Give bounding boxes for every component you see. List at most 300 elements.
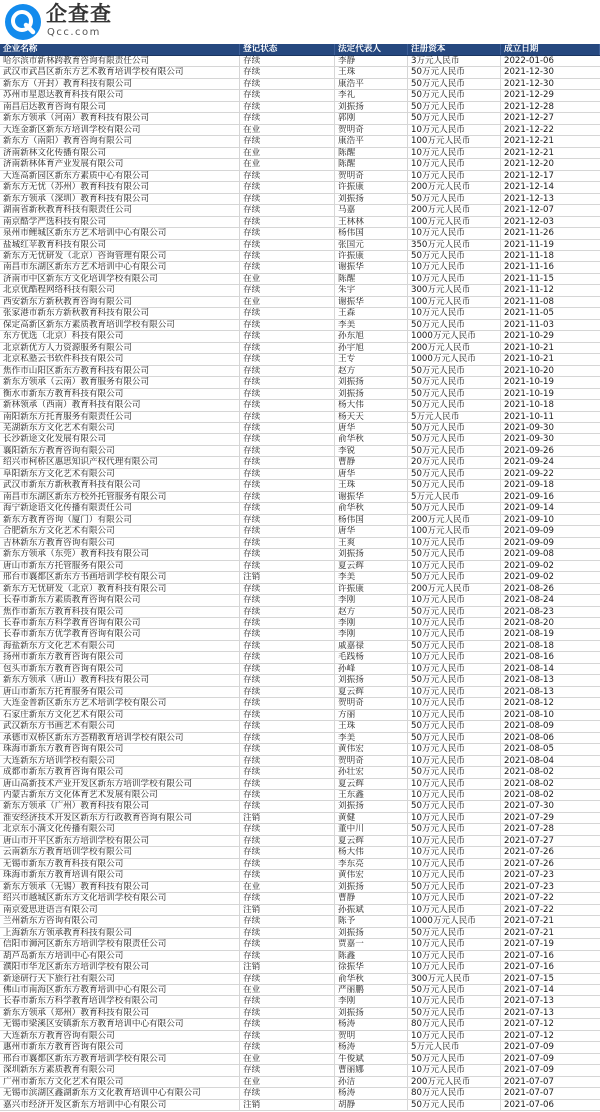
- date-cell: 2021-08-02: [504, 778, 554, 789]
- date-cell: 2021-08-20: [504, 617, 554, 628]
- company-name-cell: 大连金普新区新东方艺术培训学校有限公司: [0, 698, 240, 708]
- status-cell: 在业: [240, 159, 335, 169]
- status-cell: 存续: [240, 996, 335, 1006]
- capital-cell: 50万元人民币: [408, 400, 501, 410]
- capital-cell: 10万元人民币: [408, 618, 501, 628]
- capital-cell: 10万元人民币: [408, 274, 501, 284]
- company-name-cell: 邢台市襄都区新东方教育培训学校有限公司: [0, 1054, 240, 1064]
- date-cell: 2021-07-30: [504, 801, 554, 812]
- legal-rep-cell: 李美: [335, 733, 408, 743]
- company-name-cell: 南阳新东方托育服务有限责任公司: [0, 412, 240, 422]
- table-row: [0, 939, 600, 950]
- legal-rep-cell: 孙振斌: [335, 905, 408, 915]
- table-row: [0, 974, 600, 985]
- table-row: [0, 664, 600, 675]
- status-cell: 存续: [240, 721, 335, 731]
- legal-rep-cell: 方丽: [335, 710, 408, 720]
- legal-rep-cell: 刘振扬: [335, 194, 408, 204]
- date-cell: 2021-07-22: [504, 904, 554, 915]
- table-body: [0, 56, 600, 1111]
- company-name-cell: 云南新东方教育培训学校有限公司: [0, 847, 240, 857]
- date-cell: 2021-08-05: [504, 744, 554, 755]
- table-row: [0, 801, 600, 812]
- company-name-cell: 北京新优方人力资源服务有限公司: [0, 343, 240, 353]
- date-cell: 2021-12-21: [504, 136, 554, 147]
- table-row: [0, 102, 600, 113]
- legal-rep-cell: 王珠: [335, 67, 408, 77]
- table-row: [0, 1077, 600, 1088]
- capital-cell: 10万元人民币: [408, 629, 501, 639]
- status-cell: 存续: [240, 182, 335, 192]
- capital-cell: 200万元人民币: [408, 1077, 501, 1087]
- date-cell: 2021-11-26: [504, 228, 554, 239]
- legal-rep-cell: 谢振华: [335, 297, 408, 307]
- table-row: [0, 893, 600, 904]
- table-row: [0, 515, 600, 526]
- status-cell: 注销: [240, 1100, 335, 1110]
- date-cell: 2021-07-13: [504, 996, 554, 1007]
- table-row: [0, 457, 600, 468]
- status-cell: 存续: [240, 870, 335, 880]
- capital-cell: 10万元人民币: [408, 939, 501, 949]
- date-cell: 2021-12-29: [504, 90, 554, 101]
- company-name-cell: 新东方领承（东莞）教育科技有限公司: [0, 549, 240, 559]
- status-cell: 存续: [240, 939, 335, 949]
- date-cell: 2021-12-30: [504, 78, 554, 89]
- legal-rep-cell: 戚嘉禄: [335, 641, 408, 651]
- capital-cell: 50万元人民币: [408, 102, 501, 112]
- date-cell: 2021-07-23: [504, 870, 554, 881]
- company-name-cell: 泉州市鲤城区新东方艺术培训中心有限公司: [0, 228, 240, 238]
- legal-rep-cell: 杨天天: [335, 412, 408, 422]
- table-row: [0, 824, 600, 835]
- status-cell: 存续: [240, 240, 335, 250]
- table-row: [0, 733, 600, 744]
- date-cell: 2021-07-07: [504, 1088, 554, 1099]
- legal-rep-cell: 杨伟国: [335, 228, 408, 238]
- table-row: [0, 297, 600, 308]
- table-row: [0, 916, 600, 927]
- capital-cell: 300万元人民币: [408, 285, 501, 295]
- capital-cell: 50万元人民币: [408, 985, 501, 995]
- legal-rep-cell: 黄伟宏: [335, 744, 408, 754]
- date-cell: 2021-11-16: [504, 262, 554, 273]
- date-cell: 2021-07-21: [504, 927, 554, 938]
- date-cell: 2021-07-13: [504, 1007, 554, 1018]
- company-name-cell: 长春市新东方优学教育咨询有限公司: [0, 629, 240, 639]
- legal-rep-cell: 谢振华: [335, 262, 408, 272]
- legal-rep-cell: 贺明奇: [335, 698, 408, 708]
- status-cell: 存续: [240, 354, 335, 364]
- capital-cell: 10万元人民币: [408, 790, 501, 800]
- capital-cell: 10万元人民币: [408, 779, 501, 789]
- date-cell: 2021-08-02: [504, 767, 554, 778]
- date-cell: 2021-07-26: [504, 847, 554, 858]
- status-cell: 存续: [240, 767, 335, 777]
- status-cell: 在业: [240, 297, 335, 307]
- legal-rep-cell: 朱宇: [335, 285, 408, 295]
- capital-cell: 10万元人民币: [408, 847, 501, 857]
- date-cell: 2021-09-26: [504, 445, 554, 456]
- date-cell: 2022-01-06: [504, 56, 554, 66]
- capital-cell: 50万元人民币: [408, 423, 501, 433]
- status-cell: 存续: [240, 1042, 335, 1052]
- table-row: [0, 480, 600, 491]
- table-row: [0, 1100, 600, 1111]
- company-name-cell: 新东方无忧研发（北京）教育科技有限公司: [0, 584, 240, 594]
- date-cell: 2021-10-19: [504, 388, 554, 399]
- capital-cell: 10万元人民币: [408, 698, 501, 708]
- company-name-cell: 深圳新东方素质教育有限公司: [0, 1065, 240, 1075]
- date-cell: 2021-12-21: [504, 147, 554, 158]
- company-name-cell: 阜阳新东方文化艺术有限公司: [0, 469, 240, 479]
- legal-rep-cell: 胡静: [335, 1100, 408, 1110]
- legal-rep-cell: 贺明奇: [335, 171, 408, 181]
- legal-rep-cell: 王爽: [335, 538, 408, 548]
- capital-cell: 10万元人民币: [408, 996, 501, 1006]
- capital-cell: 50万元人民币: [408, 675, 501, 685]
- status-cell: 存续: [240, 549, 335, 559]
- legal-rep-cell: 陈予: [335, 916, 408, 926]
- company-name-cell: 唐山高新技术产业开发区新东方培训学校有限公司: [0, 779, 240, 789]
- capital-cell: 10万元人民币: [408, 744, 501, 754]
- legal-rep-cell: 王专: [335, 354, 408, 364]
- status-cell: 存续: [240, 687, 335, 697]
- company-name-cell: 济南新林文化传播有限公司: [0, 148, 240, 158]
- capital-cell: 10万元人民币: [408, 1065, 501, 1075]
- date-cell: 2021-09-22: [504, 468, 554, 479]
- date-cell: 2021-08-23: [504, 606, 554, 617]
- legal-rep-cell: 孙壮宏: [335, 767, 408, 777]
- capital-cell: 50万元人民币: [408, 90, 501, 100]
- capital-cell: 50万元人民币: [408, 389, 501, 399]
- capital-cell: 80万元人民币: [408, 1019, 501, 1029]
- capital-cell: 10万元人民币: [408, 756, 501, 766]
- legal-rep-cell: 贺明奇: [335, 125, 408, 135]
- table-row: [0, 847, 600, 858]
- capital-cell: 50万元人民币: [408, 377, 501, 387]
- status-cell: 存续: [240, 1019, 335, 1029]
- table-row: [0, 859, 600, 870]
- capital-cell: 10万元人民币: [408, 710, 501, 720]
- date-cell: 2021-07-07: [504, 1076, 554, 1087]
- date-cell: 2021-12-30: [504, 67, 554, 78]
- status-cell: 注销: [240, 962, 335, 972]
- legal-rep-cell: 陈鑫: [335, 951, 408, 961]
- legal-rep-cell: 刘振扬: [335, 801, 408, 811]
- company-name-cell: 佛山市南海区新东方教育培训中心有限公司: [0, 985, 240, 995]
- capital-cell: 50万元人民币: [408, 251, 501, 261]
- date-cell: 2021-09-16: [504, 491, 554, 502]
- date-cell: 2021-10-20: [504, 365, 554, 376]
- capital-cell: 10万元人民币: [408, 836, 501, 846]
- company-name-cell: 襄阳新东方教育咨询有限公司: [0, 446, 240, 456]
- status-cell: 存续: [240, 951, 335, 961]
- table-row: [0, 882, 600, 893]
- status-cell: 在业: [240, 1054, 335, 1064]
- table-row: [0, 331, 600, 342]
- table-row: [0, 618, 600, 629]
- company-name-cell: 芜湖新东方文化艺术有限公司: [0, 423, 240, 433]
- date-cell: 2021-07-19: [504, 939, 554, 950]
- legal-rep-cell: 徐振华: [335, 962, 408, 972]
- table-header-row: [0, 44, 600, 56]
- capital-cell: 350万元人民币: [408, 240, 501, 250]
- legal-rep-cell: 唐华: [335, 469, 408, 479]
- capital-cell: 10万元人民币: [408, 664, 501, 674]
- date-cell: 2021-07-28: [504, 824, 554, 835]
- status-cell: 存续: [240, 641, 335, 651]
- legal-rep-cell: 刘振扬: [335, 389, 408, 399]
- capital-cell: 10万元人民币: [408, 561, 501, 571]
- capital-cell: 50万元人民币: [408, 721, 501, 731]
- table-row: [0, 79, 600, 90]
- header-company-name: 企业名称: [0, 44, 240, 55]
- date-cell: 2021-09-30: [504, 423, 554, 433]
- status-cell: 存续: [240, 79, 335, 89]
- table-row: [0, 652, 600, 663]
- table-row: [0, 194, 600, 205]
- capital-cell: 10万元人民币: [408, 951, 501, 961]
- company-name-cell: 淮安经济技术开发区新东方行政教育咨询有限公司: [0, 813, 240, 823]
- status-cell: 存续: [240, 801, 335, 811]
- capital-cell: 200万元人民币: [408, 584, 501, 594]
- company-name-cell: 信阳市浉河区新东方培训学校有限责任公司: [0, 939, 240, 949]
- status-cell: 注销: [240, 905, 335, 915]
- status-cell: 存续: [240, 377, 335, 387]
- status-cell: 存续: [240, 423, 335, 433]
- capital-cell: 50万元人民币: [408, 480, 501, 490]
- capital-cell: 50万元人民币: [408, 801, 501, 811]
- company-name-cell: 绍兴市越城区新东方文化培训学校有限公司: [0, 893, 240, 903]
- table-row: [0, 1019, 600, 1030]
- legal-rep-cell: 唐华: [335, 526, 408, 536]
- table-row: [0, 90, 600, 101]
- table-row: [0, 1065, 600, 1076]
- date-cell: 2021-09-24: [504, 457, 554, 468]
- company-name-cell: 葫芦岛新东方培训中心有限公司: [0, 951, 240, 961]
- company-name-cell: 大连高新园区新东方素质中心有限公司: [0, 171, 240, 181]
- company-name-cell: 嘉兴市经济开发区新东方培训中心有限公司: [0, 1100, 240, 1110]
- legal-rep-cell: 王珠: [335, 480, 408, 490]
- status-cell: 存续: [240, 928, 335, 938]
- capital-cell: 50万元人民币: [408, 67, 501, 77]
- table-row: [0, 492, 600, 503]
- date-cell: 2021-08-16: [504, 652, 554, 663]
- capital-cell: 50万元人民币: [408, 366, 501, 376]
- date-cell: 2021-08-24: [504, 595, 554, 606]
- capital-cell: 10万元人民币: [408, 1031, 501, 1041]
- header-capital: 注册资本: [408, 44, 501, 55]
- table-row: [0, 434, 600, 445]
- legal-rep-cell: 王林林: [335, 217, 408, 227]
- legal-rep-cell: 曹丽娜: [335, 1065, 408, 1075]
- legal-rep-cell: 马嘉: [335, 205, 408, 215]
- table-row: [0, 320, 600, 331]
- capital-cell: 3万元人民币: [408, 56, 501, 66]
- status-cell: 存续: [240, 217, 335, 227]
- date-cell: 2021-08-10: [504, 709, 554, 720]
- company-name-cell: 绍兴市柯桥区惠思知识产权代理有限公司: [0, 457, 240, 467]
- company-name-cell: 新东方领承（无锡）教育科技有限公司: [0, 882, 240, 892]
- table-row: [0, 1088, 600, 1099]
- table-row: [0, 125, 600, 136]
- date-cell: 2021-09-14: [504, 503, 554, 514]
- company-name-cell: 新东方领承（广州）教育科技有限公司: [0, 801, 240, 811]
- company-name-cell: 邢台市襄都区新东方书画培训学校有限公司: [0, 572, 240, 582]
- date-cell: 2021-10-18: [504, 400, 554, 411]
- date-cell: 2021-07-29: [504, 812, 554, 823]
- date-cell: 2021-07-15: [504, 973, 554, 984]
- table-row: [0, 354, 600, 365]
- legal-rep-cell: 黄健: [335, 813, 408, 823]
- date-cell: 2021-09-09: [504, 537, 554, 548]
- table-row: [0, 951, 600, 962]
- company-name-cell: 新东方（南阳）教育咨询有限公司: [0, 136, 240, 146]
- status-cell: 存续: [240, 733, 335, 743]
- date-cell: 2021-11-05: [504, 308, 554, 319]
- table-row: [0, 1008, 600, 1019]
- date-cell: 2021-08-09: [504, 721, 554, 732]
- status-cell: 在业: [240, 125, 335, 135]
- date-cell: 2021-07-22: [504, 893, 554, 904]
- capital-cell: 20万元人民币: [408, 457, 501, 467]
- company-name-cell: 包头市新东方教育咨询有限公司: [0, 664, 240, 674]
- capital-cell: 50万元人民币: [408, 113, 501, 123]
- date-cell: 2021-11-19: [504, 239, 554, 250]
- status-cell: 注销: [240, 813, 335, 823]
- date-cell: 2021-12-14: [504, 182, 554, 193]
- table-row: [0, 675, 600, 686]
- capital-cell: 10万元人民币: [408, 228, 501, 238]
- legal-rep-cell: 孙东旭: [335, 331, 408, 341]
- company-name-cell: 南京爱思进语言有限公司: [0, 905, 240, 915]
- capital-cell: 1000万元人民币: [408, 916, 501, 926]
- capital-cell: 100万元人民币: [408, 136, 501, 146]
- date-cell: 2021-08-13: [504, 686, 554, 697]
- table-row: [0, 549, 600, 560]
- status-cell: 在业: [240, 882, 335, 892]
- table-row: [0, 171, 600, 182]
- company-name-cell: 保定高新区新东方素质教育培训学校有限公司: [0, 320, 240, 330]
- company-name-cell: 海盐新东方文化艺术有限公司: [0, 641, 240, 651]
- date-cell: 2021-10-29: [504, 331, 554, 342]
- date-cell: 2021-11-15: [504, 273, 554, 284]
- date-cell: 2021-09-30: [504, 434, 554, 445]
- legal-rep-cell: 康浩平: [335, 79, 408, 89]
- legal-rep-cell: 刘振扬: [335, 549, 408, 559]
- table-row: [0, 1054, 600, 1065]
- status-cell: 存续: [240, 400, 335, 410]
- capital-cell: 10万元人民币: [408, 308, 501, 318]
- legal-rep-cell: 刘振扬: [335, 928, 408, 938]
- table-row: [0, 905, 600, 916]
- date-cell: 2021-07-16: [504, 950, 554, 961]
- date-cell: 2021-09-09: [504, 526, 554, 537]
- status-cell: 存续: [240, 389, 335, 399]
- status-cell: 存续: [240, 90, 335, 100]
- date-cell: 2021-12-28: [504, 101, 554, 112]
- status-cell: 存续: [240, 744, 335, 754]
- company-name-cell: 济南市中区新东方文化培训学校有限公司: [0, 274, 240, 284]
- status-cell: 存续: [240, 366, 335, 376]
- date-cell: 2021-08-13: [504, 675, 554, 686]
- company-name-cell: 北京私塾云书软件科技有限公司: [0, 354, 240, 364]
- date-cell: 2021-12-03: [504, 216, 554, 227]
- company-name-cell: 广州市新东方文化艺术有限公司: [0, 1077, 240, 1087]
- company-name-cell: 珠海市新东方教育咨询有限公司: [0, 744, 240, 754]
- legal-rep-cell: 陈醒: [335, 148, 408, 158]
- table-row: [0, 756, 600, 767]
- legal-rep-cell: 赵方: [335, 607, 408, 617]
- table-row: [0, 148, 600, 159]
- status-cell: 存续: [240, 974, 335, 984]
- legal-rep-cell: 俞华秋: [335, 434, 408, 444]
- capital-cell: 50万元人民币: [408, 882, 501, 892]
- company-name-cell: 长春市新东方科学教育咨询有限公司: [0, 618, 240, 628]
- company-name-cell: 焦作市新东方教育科技有限公司: [0, 607, 240, 617]
- table-row: [0, 836, 600, 847]
- company-name-cell: 上海新东方领承教育科技有限公司: [0, 928, 240, 938]
- status-cell: 存续: [240, 320, 335, 330]
- table-row: [0, 744, 600, 755]
- table-row: [0, 503, 600, 514]
- date-cell: 2021-12-20: [504, 159, 554, 170]
- status-cell: 存续: [240, 515, 335, 525]
- capital-cell: 10万元人民币: [408, 962, 501, 972]
- company-name-cell: 南昌市东湖区新东方艺术培训中心有限公司: [0, 262, 240, 272]
- status-cell: 存续: [240, 618, 335, 628]
- status-cell: 存续: [240, 412, 335, 422]
- company-name-cell: 北京优酷程网络科技有限公司: [0, 285, 240, 295]
- status-cell: 存续: [240, 847, 335, 857]
- logo-header: [0, 0, 600, 44]
- capital-cell: 10万元人民币: [408, 859, 501, 869]
- capital-cell: 10万元人民币: [408, 652, 501, 662]
- status-cell: 存续: [240, 102, 335, 112]
- status-cell: 存续: [240, 790, 335, 800]
- legal-rep-cell: 张国元: [335, 240, 408, 250]
- status-cell: 存续: [240, 1008, 335, 1018]
- capital-cell: 1000万元人民币: [408, 354, 501, 364]
- legal-rep-cell: 李锐: [335, 446, 408, 456]
- company-name-cell: 湖南省新秋教育科技有限责任公司: [0, 205, 240, 215]
- status-cell: 存续: [240, 916, 335, 926]
- status-cell: 存续: [240, 67, 335, 77]
- qcc-logo-icon: [4, 3, 42, 41]
- status-cell: 存续: [240, 526, 335, 536]
- status-cell: 存续: [240, 859, 335, 869]
- company-name-cell: 扬州市新东方教育咨询有限公司: [0, 652, 240, 662]
- table-row: [0, 366, 600, 377]
- capital-cell: 50万元人民币: [408, 1008, 501, 1018]
- table-row: [0, 446, 600, 457]
- table-row: [0, 377, 600, 388]
- table-row: [0, 538, 600, 549]
- date-cell: 2021-07-09: [504, 1065, 554, 1076]
- capital-cell: 5万元人民币: [408, 412, 501, 422]
- legal-rep-cell: 李静: [335, 56, 408, 66]
- legal-rep-cell: 陈醒: [335, 274, 408, 284]
- legal-rep-cell: 李刚: [335, 618, 408, 628]
- status-cell: 存续: [240, 205, 335, 215]
- legal-rep-cell: 杨涛: [335, 1042, 408, 1052]
- status-cell: 存续: [240, 1065, 335, 1075]
- capital-cell: 50万元人民币: [408, 824, 501, 834]
- date-cell: 2021-12-17: [504, 170, 554, 181]
- company-name-cell: 南昌市东湖区新东方校外托管服务有限公司: [0, 492, 240, 502]
- table-row: [0, 400, 600, 411]
